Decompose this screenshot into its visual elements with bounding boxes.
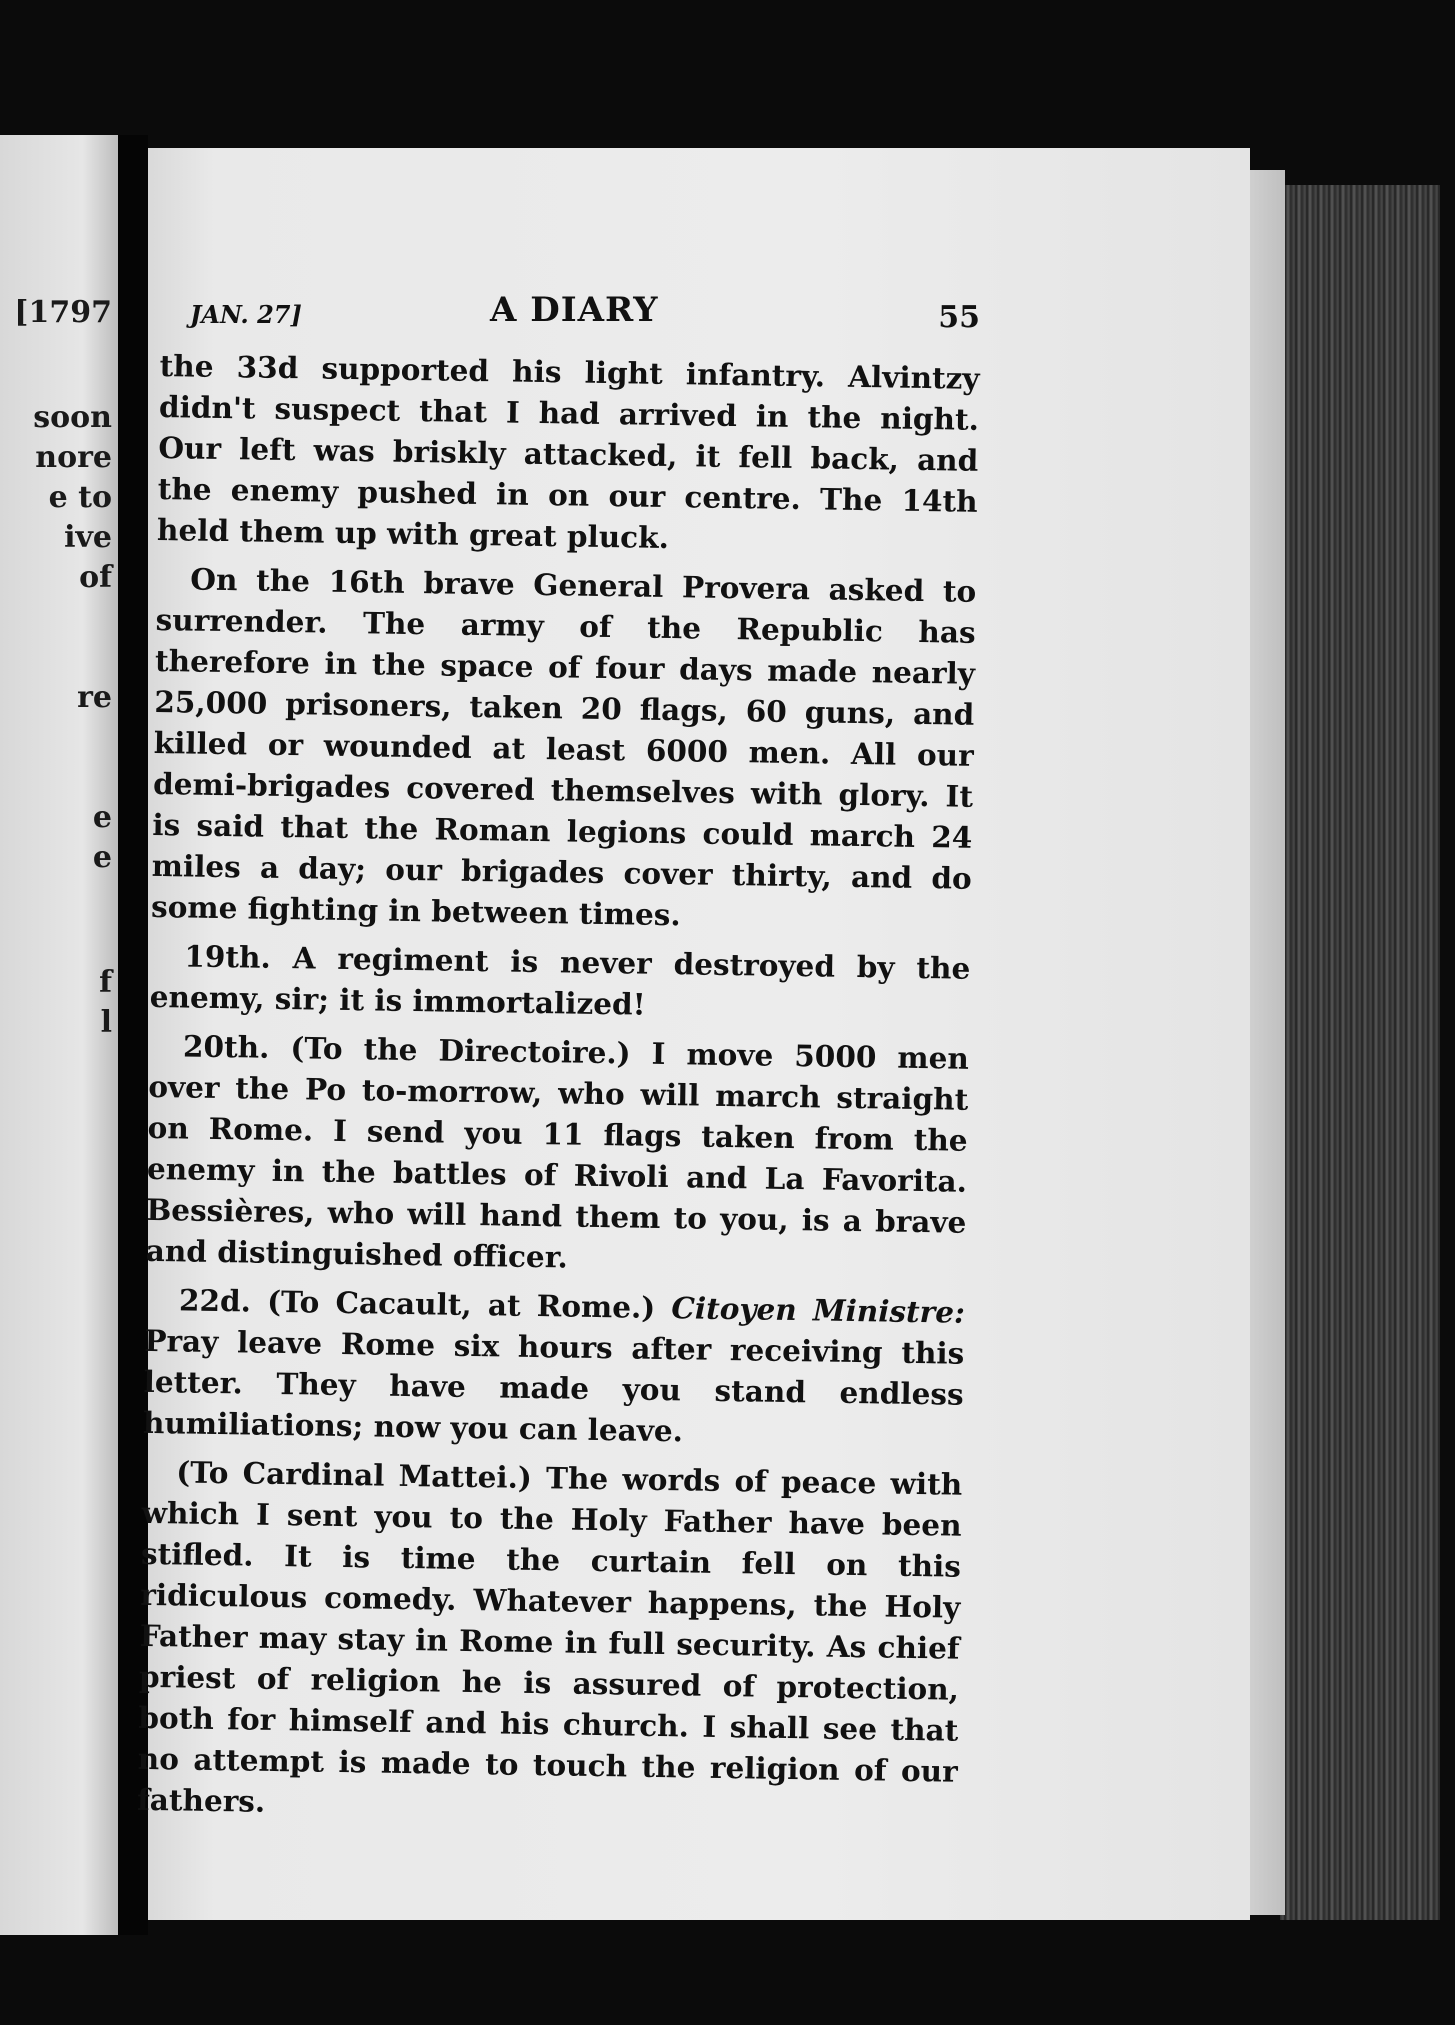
paragraph: (To Cardinal Mattei.) The words of peace with which I sent you to the Holy Father have been stifled. It is time the curtain fell on this ridiculous comedy. Whatever happens, the Holy Father may stay in Rome in full security. As chief priest of religion he is assured of protection, both for himself and his church. I shall see that no attempt is made to touch the religion of our fathers. <box>136 1454 963 1819</box>
facing-page-text: l <box>100 1005 112 1040</box>
facing-page-text: re <box>77 680 112 715</box>
paragraph-rest: Pray leave Rome six hours after receiving this letter. They have made you stand endless humiliations; now you can leave. <box>142 1322 965 1449</box>
paragraph: 20th. (To the Directoire.) I move 5000 men over the Po to-morrow, who will march straight on Rome. I send you 11 flags taken from the enemy in the battles of Rivoli and La Favorita. Bessières, who will hand them to you, is a brave and distinguished officer. <box>145 1028 970 1275</box>
facing-page-fragment <box>0 135 118 1935</box>
facing-page-text: ive <box>64 520 112 555</box>
facing-page-text: e to <box>48 480 112 515</box>
paragraph <box>143 1279 965 1456</box>
header-date: JAN. 27] <box>190 300 302 329</box>
paragraph: On the 16th brave General Provera asked to surrender. The army of the Republic has therefore in the space of four days made nearly 25,000 prisoners, taken 20 flags, 60 guns, and killed or wounded at least 6000 men. All our demi-brigades covered themselves with glory. It is said that the Roman legions could march 24 miles a day; our brigades cover thirty, and do some fighting in between times. <box>150 561 977 933</box>
book-fore-edge <box>1280 185 1440 1920</box>
paragraph: the 33d supported his light infantry. Alvintzy didn't suspect that I had arrived in the night. Our left was briskly attacked, it fell back, and the enemy pushed in on our centre. The 14th held them up with great pluck. <box>156 347 980 556</box>
running-header <box>190 290 980 340</box>
facing-page-text: e <box>92 840 112 875</box>
paragraph-lead: 22d. (To Cacault, at Rome.) <box>178 1282 672 1326</box>
facing-page-text: soon <box>33 400 112 435</box>
header-title: A DIARY <box>490 290 659 330</box>
body-text <box>137 345 980 1835</box>
paragraph: 19th. A regiment is never destroyed by the enemy, sir; it is immortalized! <box>149 938 971 1022</box>
facing-page-text: f <box>99 965 112 1000</box>
facing-page-text: of <box>79 560 112 595</box>
facing-page-text: e <box>92 800 112 835</box>
paragraph-italic: Citoyen Ministre: <box>671 1290 966 1330</box>
facing-page-text: nore <box>35 440 112 475</box>
page-number: 55 <box>938 300 980 335</box>
facing-page-text: [1797 <box>14 295 112 330</box>
